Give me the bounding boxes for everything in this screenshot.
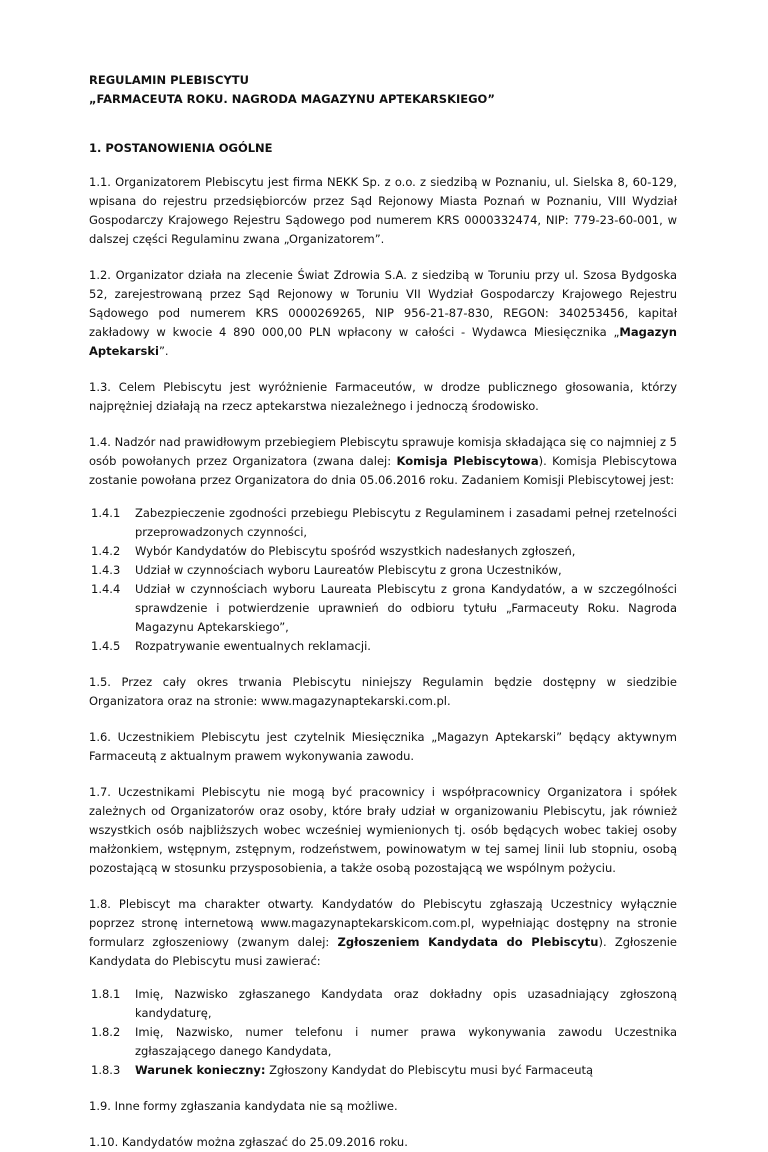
list-item: [89, 561, 677, 580]
paragraph-text: 1.8. Plebiscyt ma charakter otwarty. Kandydatów do Plebiscytu zgłaszają Uczestnicy wyłącznie poprzez stronę internetową www.magazynaptekarskicom.com.pl, wypełniając dostępny na stronie formularz zgłoszeniowy (zwanym dalej:: [89, 897, 677, 949]
paragraph-1-10: 1.10. Kandydatów można zgłaszać do 25.09.2016 roku.: [89, 1135, 408, 1149]
list-1-4: [89, 504, 677, 656]
list-number: 1.4.3: [91, 563, 121, 577]
list-item: [89, 637, 677, 656]
list-number: 1.8.2: [91, 1025, 121, 1039]
bold-term: Zgłoszeniem Kandydata do Plebiscytu: [337, 935, 599, 949]
list-item: [89, 580, 677, 637]
list-text: Zabezpieczenie zgodności przebiegu Plebiscytu z Regulaminem i zasadami pełnej rzetelności przeprowadzonych czynności,: [135, 506, 677, 539]
paragraph-text: ”.: [158, 344, 169, 358]
paragraph-1-9: 1.9. Inne formy zgłaszania kandydata nie są możliwe.: [89, 1099, 398, 1113]
list-item: [89, 504, 677, 542]
section-heading: 1. POSTANOWIENIA OGÓLNE: [89, 141, 273, 155]
list-text: Udział w czynnościach wyboru Laureatów Plebiscytu z grona Uczestników,: [135, 563, 562, 577]
list-text: [135, 1061, 677, 1080]
list-number: 1.4.2: [91, 544, 121, 558]
list-number: 1.8.1: [91, 987, 121, 1001]
list-number: 1.4.4: [91, 582, 121, 596]
list-text-rest: Zgłoszony Kandydat do Plebiscytu musi być Farmaceutą: [265, 1063, 594, 1077]
list-item: [89, 985, 677, 1023]
paragraph-1-8: [89, 895, 677, 971]
paragraph-1-7: 1.7. Uczestnikami Plebiscytu nie mogą być pracownicy i współpracownicy Organizatora i spółek zależnych od Organizatorów oraz osoby, które brały udział w organizowaniu Plebiscytu, jak również wszystkich osób najbliższych wobec wcześniej wymienionych tj. osób będących wobec takiej osoby małżonkiem, wstępnym, zstępnym, rodzeństwem, powinowatym w tej samej linii lub stopniu, osobą pozostającą w stosunku przysposobienia, a także osobą pozostającą we wspólnym pożyciu.: [89, 785, 677, 875]
bold-term: Warunek konieczny:: [135, 1063, 266, 1077]
list-item: [89, 1061, 677, 1080]
paragraph-1-2: [89, 266, 677, 361]
bold-term: Komisja Plebiscytowa: [396, 454, 539, 468]
list-number: 1.4.1: [91, 506, 121, 520]
paragraph-text: ). Komisja Plebiscytowa zostanie powołana przez Organizatora do dnia 05.06.2016 roku. Zadaniem Komisji Plebiscytowej jest:: [89, 454, 677, 487]
document-subtitle: „FARMACEUTA ROKU. NAGRODA MAGAZYNU APTEKARSKIEGO”: [89, 92, 495, 106]
document-body: [89, 71, 677, 1152]
list-item: [89, 1023, 677, 1061]
paragraph-text: 1.2. Organizator działa na zlecenie Świat Zdrowia S.A. z siedzibą w Toruniu przy ul. Szosa Bydgoska 52, zarejestrowaną przez Sąd Rejonowy w Toruniu VII Wydział Gospodarczy Krajowego Rejestru Sądowego pod numerem KRS 0000269265, NIP 956-21-87-830, REGON: 340253456, kapitał zakładowy w kwocie 4 890 000,00 PLN wpłacony w całości - Wydawca Miesięcznika „: [89, 268, 677, 339]
paragraph-1-1: 1.1. Organizatorem Plebiscytu jest firma NEKK Sp. z o.o. z siedzibą w Poznaniu, ul. Sielska 8, 60-129, wpisana do rejestru przedsiębiorców przez Sąd Rejonowy Miasta Poznań w Poznaniu, VIII Wydział Gospodarczy Krajowego Rejestru Sądowego pod numerem KRS 0000332474, NIP: 779-23-60-001, w dalszej części Regulaminu zwana „Organizatorem”.: [89, 175, 677, 246]
list-text: Rozpatrywanie ewentualnych reklamacji.: [135, 639, 371, 653]
list-text: Imię, Nazwisko, numer telefonu i numer prawa wykonywania zawodu Uczestnika zgłaszającego danego Kandydata,: [135, 1025, 677, 1058]
list-text: Udział w czynnościach wyboru Laureata Plebiscytu z grona Kandydatów, a w szczególności sprawdzenie i potwierdzenie uprawnień do odbioru tytułu „Farmaceuty Roku. Nagroda Magazynu Aptekarskiego”,: [135, 582, 677, 634]
paragraph-1-5: 1.5. Przez cały okres trwania Plebiscytu niniejszy Regulamin będzie dostępny w siedzibie Organizatora oraz na stronie: www.magazynaptekarski.com.pl.: [89, 675, 677, 708]
document-title: REGULAMIN PLEBISCYTU: [89, 73, 249, 87]
paragraph-text: ). Zgłoszenie Kandydata do Plebiscytu musi zawierać:: [89, 935, 677, 968]
list-text: Imię, Nazwisko zgłaszanego Kandydata oraz dokładny opis uzasadniający zgłoszoną kandydaturę,: [135, 987, 677, 1020]
list-1-8: [89, 985, 677, 1080]
list-text: Wybór Kandydatów do Plebiscytu spośród wszystkich nadesłanych zgłoszeń,: [135, 544, 576, 558]
paragraph-text: 1.4. Nadzór nad prawidłowym przebiegiem Plebiscytu sprawuje komisja składająca się co najmniej z 5 osób powołanych przez Organizatora (zwana dalej:: [89, 435, 677, 468]
list-number: 1.8.3: [91, 1063, 121, 1077]
list-number: 1.4.5: [91, 639, 121, 653]
bold-term: Magazyn Aptekarski: [89, 325, 677, 358]
paragraph-1-3: 1.3. Celem Plebiscytu jest wyróżnienie Farmaceutów, w drodze publicznego głosowania, którzy najprężniej działają na rzecz aptekarstwa niezależnego i jednoczą środowisko.: [89, 380, 677, 413]
paragraph-1-6: 1.6. Uczestnikiem Plebiscytu jest czytelnik Miesięcznika „Magazyn Aptekarski” będący aktywnym Farmaceutą z aktualnym prawem wykonywania zawodu.: [89, 730, 677, 763]
list-item: [89, 542, 677, 561]
paragraph-1-4: [89, 433, 677, 490]
